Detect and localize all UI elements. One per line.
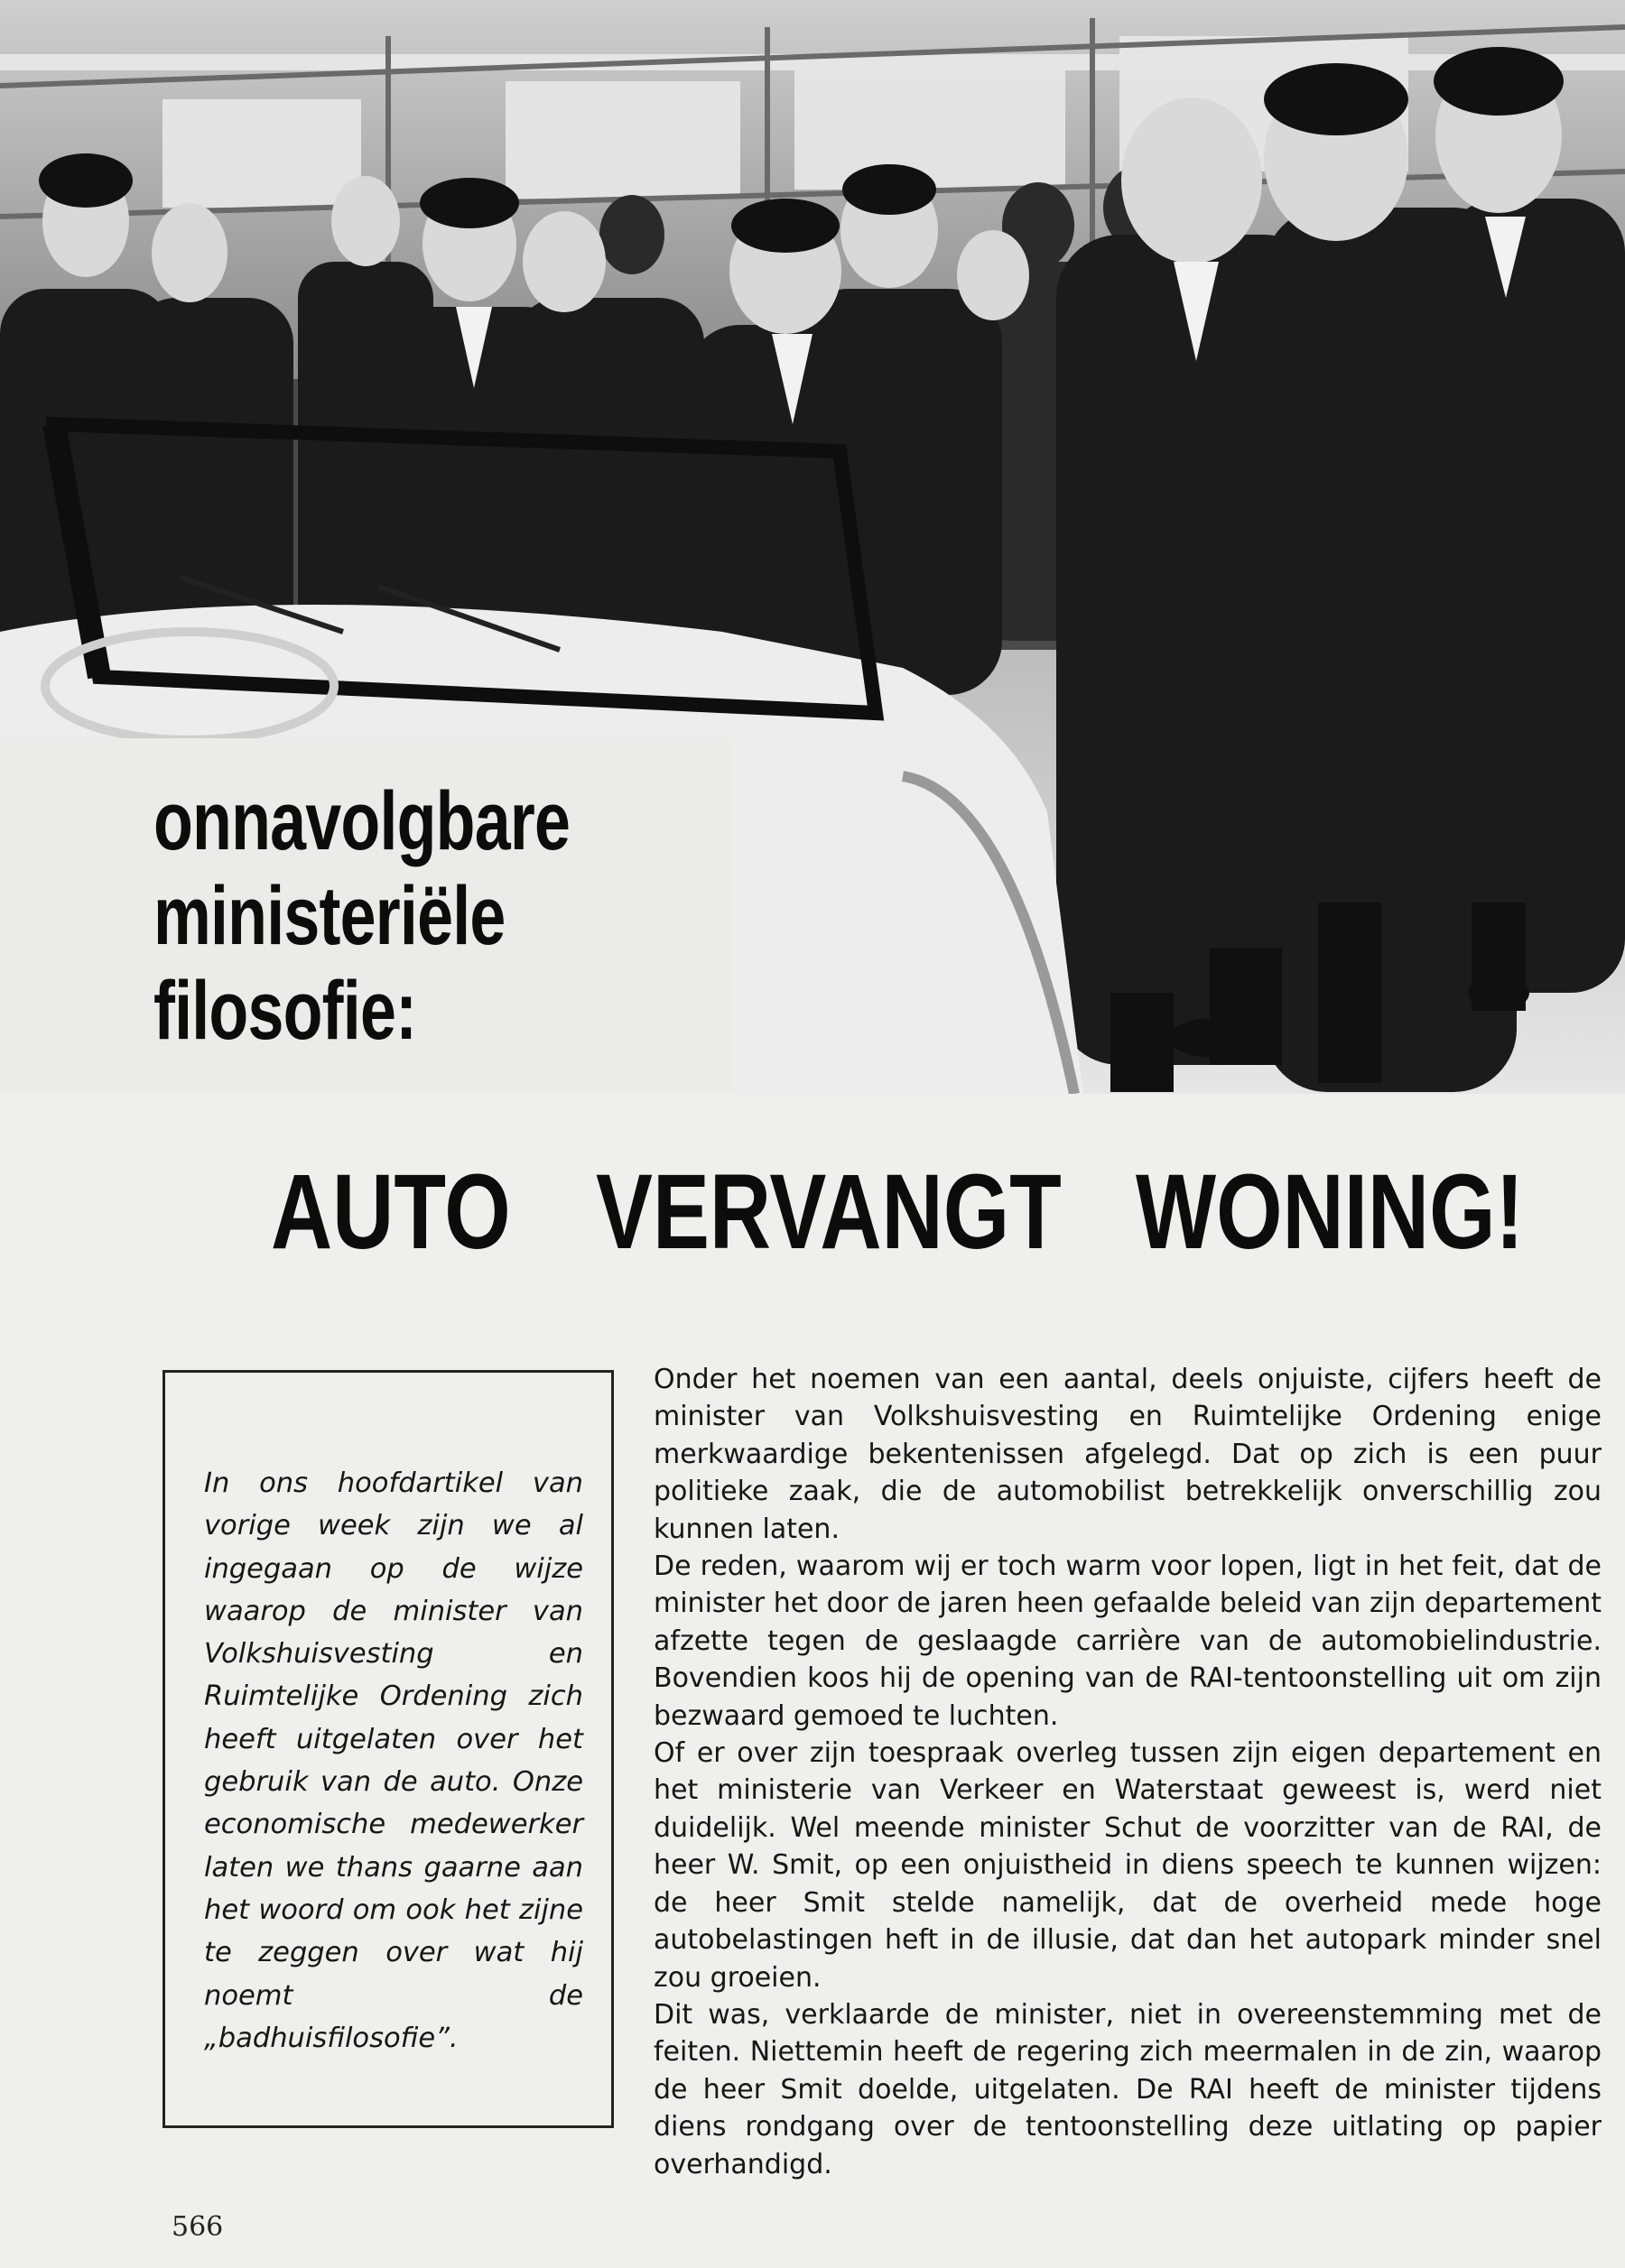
title-panel [0,738,731,1094]
article-body [654,1361,1602,2183]
article-paragraph: Onder het noemen van een aantal, deels onjuiste, cijfers heeft de minister van Volkshuisvesting en Ruimtelijke Ordening enige merkwaardige bekentenissen afgelegd. Dat op zich is een puur politieke zaak, die de automobilist betrekkelijk onverschillig zou kunnen laten. [654,1364,1602,1545]
headline-word-1: AUTO [271,1153,511,1272]
headline-word-2: VERVANGT [596,1153,1062,1272]
article-paragraph: Dit was, verklaarde de minister, niet in overeenstemming met de feiten. Niettemin heeft de regering zich meermalen in de zin, waarop de heer Smit doelde, uitgelaten. De RAI heeft de minister tijdens diens rondgang over de tentoonstelling deze uitlating op papier overhandigd. [654,1998,1602,2180]
article-paragraph: De reden, waarom wij er toch warm voor lopen, ligt in het feit, dat de minister het door de jaren heen gefaalde beleid van zijn departement afzette tegen de geslaagde carrière van de automobielindustrie. Bovendien koos hij de opening van de RAI-tentoonstelling uit om zijn bezwaard gemoed te luchten. [654,1551,1602,1732]
headline [271,1151,1524,1272]
page-number: 566 [172,2211,224,2243]
headline-word-3: WONING! [1136,1153,1524,1272]
title-line-2: ministeriële [153,870,506,962]
title-line-3: filosofie: [153,965,417,1057]
title-line-1: onnavolgbare [153,775,571,867]
article-paragraph: Of er over zijn toespraak overleg tussen zijn eigen departement en het ministerie van Verkeer en Waterstaat geweest is, werd niet duidelijk. Wel meende minister Schut de voorzitter van de RAI, de heer W. Smit, op een onjuistheid in diens speech te kunnen wijzen: de heer Smit stelde namelijk, dat de overheid mede hoge autobelastingen heft in de illusie, dat dan het autopark minder snel zou groeien. [654,1737,1602,1994]
intro-text: In ons hoofdartikel van vorige week zijn we al ingegaan op de wijze waarop de minister van Volkshuisvesting en Ruimtelijke Ordening zich heeft uitgelaten over het gebruik van de auto. Onze economische medewerker laten we thans gaarne aan het woord om ook het zijne te zeggen over wat hij noemt de „badhuisfilosofie”. [204,1467,583,2054]
